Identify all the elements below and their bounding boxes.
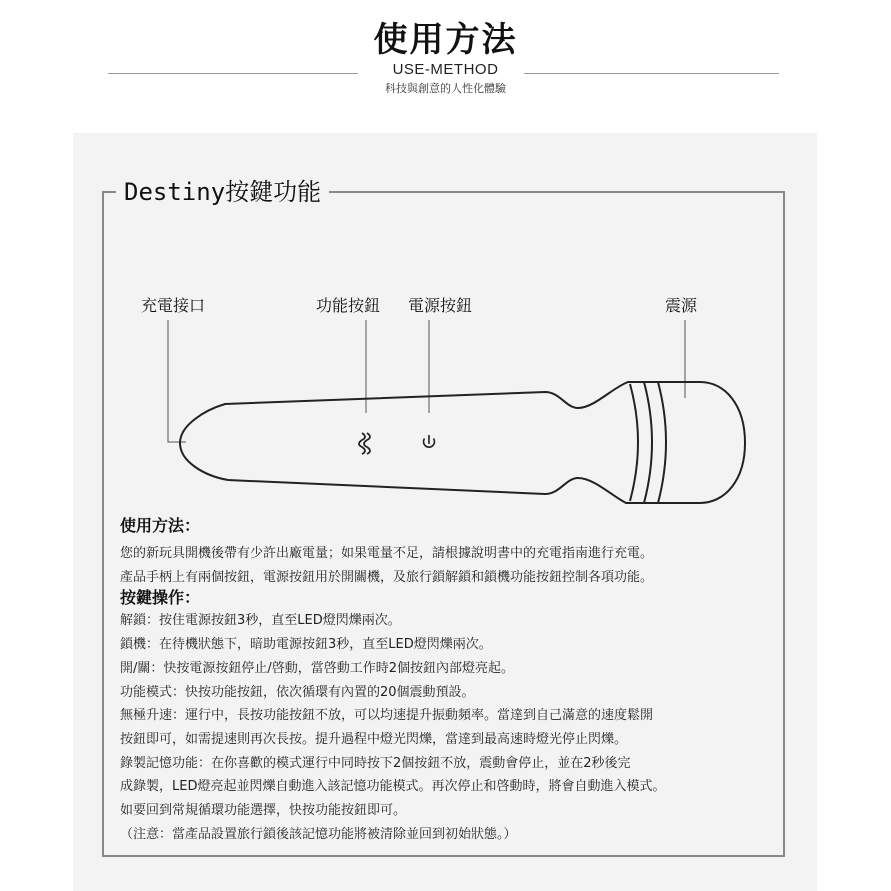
usage-line: 產品手柄上有兩個按鈕，電源按鈕用於開關機，及旅行鎖解鎖和鎖機功能按鈕控制各項功能。 bbox=[120, 569, 654, 585]
operation-line: 開/關：快按電源按鈕停止/啓動，當啓動工作時2個按鈕內部燈亮起。 bbox=[120, 660, 515, 676]
charge-port-leader bbox=[168, 320, 186, 442]
wave-icon bbox=[359, 433, 370, 454]
vibration-source-label: 震源 bbox=[665, 296, 698, 315]
operation-line: 如要回到常規循環功能選擇，快按功能按鈕即可。 bbox=[120, 803, 407, 819]
operation-note: （注意：當產品設置旅行鎖後該記憶功能將被清除並回到初始狀態。） bbox=[120, 826, 517, 842]
function-button-label: 功能按鈕 bbox=[316, 296, 381, 315]
device-body bbox=[180, 382, 745, 503]
usage-line: 您的新玩具開機後帶有少許出廠電量；如果電量不足，請根據說明書中的充電指南進行充電。 bbox=[120, 546, 654, 561]
head-ring-1 bbox=[630, 384, 638, 501]
operation-line: 解鎖：按住電源按鈕3秒，直至LED燈閃爍兩次。 bbox=[120, 613, 401, 629]
page-subtitle: USE-METHOD bbox=[392, 61, 499, 78]
power-button-label: 電源按鈕 bbox=[408, 296, 473, 315]
page-tagline: 科技與創意的人性化體驗 bbox=[385, 82, 506, 95]
head-ring-3 bbox=[658, 382, 666, 503]
page-title: 使用方法 bbox=[373, 20, 518, 60]
head-ring-2 bbox=[644, 382, 652, 503]
operation-line: 按鈕即可，如需提速則再次長按。提升過程中燈光閃爍，當達到最高速時燈光停止閃爍。 bbox=[120, 731, 628, 747]
operation-line: 鎖機：在待機狀態下，暗助電源按鈕3秒，直至LED燈閃爍兩次。 bbox=[120, 637, 492, 653]
operation-line: 功能模式：快按功能按鈕，依次循環有內置的20個震動預設。 bbox=[120, 684, 475, 700]
charge-port-label: 充電接口 bbox=[141, 296, 206, 315]
usage-heading: 使用方法： bbox=[120, 516, 201, 535]
operation-line: 無極升速：運行中，長按功能按鈕不放，可以均速提升振動頻率。當達到自己滿意的速度鬆開 bbox=[120, 708, 654, 724]
operation-heading: 按鍵操作： bbox=[120, 588, 201, 608]
section-title: Destiny按鍵功能 bbox=[116, 176, 329, 208]
instructions-block bbox=[120, 515, 800, 846]
operation-line: 錄製記憶功能：在你喜歡的模式運行中同時按下2個按鈕不放，震動會停止，並在2秒後完 bbox=[120, 755, 631, 771]
power-icon bbox=[424, 435, 435, 447]
operation-line: 成錄製，LED燈亮起並閃爍自動進入該記憶功能模式。再次停止和啓動時，將會自動進入模式。 bbox=[120, 779, 666, 795]
